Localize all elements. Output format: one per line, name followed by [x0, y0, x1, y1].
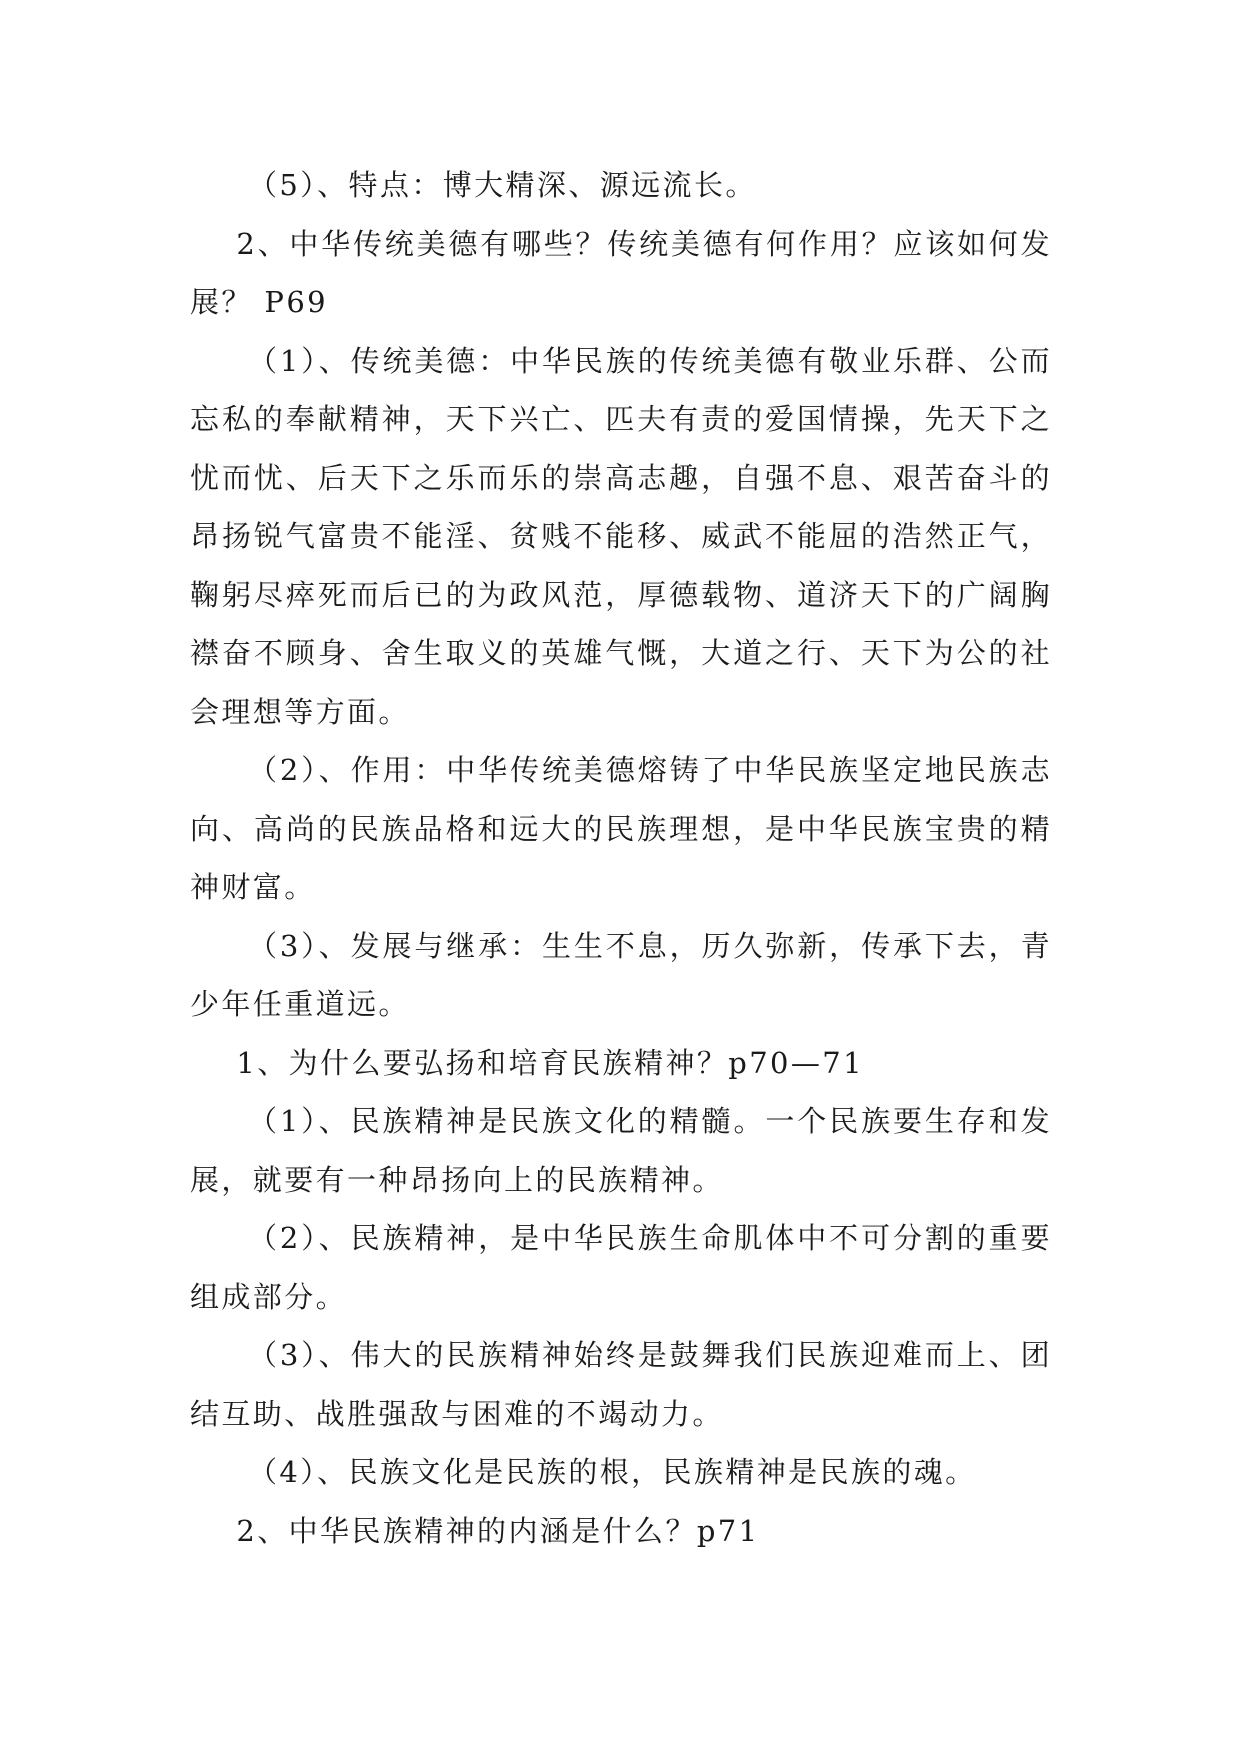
- paragraph-spirit-part: （2）、民族精神，是中华民族生命肌体中不可分割的重要组成部分。: [190, 1221, 1052, 1314]
- paragraph-spirit-motivation: （3）、伟大的民族精神始终是鼓舞我们民族迎难而上、团结互助、战胜强敌与困难的不竭动力。: [190, 1338, 1052, 1431]
- paragraph-virtues-role: （2）、作用：中华传统美德熔铸了中华民族坚定地民族志向、高尚的民族品格和远大的民族理想，是中华民族宝贵的精神财富。: [190, 753, 1052, 904]
- paragraph-virtues-list: （1）、传统美德：中华民族的传统美德有敬业乐群、公而忘私的奉献精神，天下兴亡、匹夫有责的爱国情操，先天下之忧而忧、后天下之乐而乐的崇高志趣，自强不息、艰苦奋斗的昂扬锐气富贵不能淫、贫贱不能移、威武不能屈的浩然正气，鞠躬尽瘁死而后已的为政风范，厚德载物、道济天下的广阔胸襟奋不顾身、舍生取义的英雄气慨，大道之行、天下为公的社会理想等方面。: [190, 343, 1052, 729]
- paragraph-spirit-essence: （1）、民族精神是民族文化的精髓。一个民族要生存和发展，就要有一种昂扬向上的民族精神。: [190, 1104, 1052, 1197]
- question-traditional-virtues: 2、中华传统美德有哪些？传统美德有何作用？应该如何发展？ P69: [190, 226, 1052, 319]
- question-spirit-connotation: 2、中华民族精神的内涵是什么？p71: [236, 1513, 760, 1548]
- paragraph-virtues-inheritance: （3）、发展与继承：生生不息，历久弥新，传承下去，青少年任重道远。: [190, 928, 1052, 1021]
- paragraph-traits: （5）、特点：博大精深、源远流长。: [248, 168, 757, 202]
- document-body: [190, 156, 1052, 1560]
- question-national-spirit: 1、为什么要弘扬和培育民族精神？p70—71: [236, 1045, 865, 1080]
- paragraph-spirit-soul: （4）、民族文化是民族的根，民族精神是民族的魂。: [248, 1455, 977, 1489]
